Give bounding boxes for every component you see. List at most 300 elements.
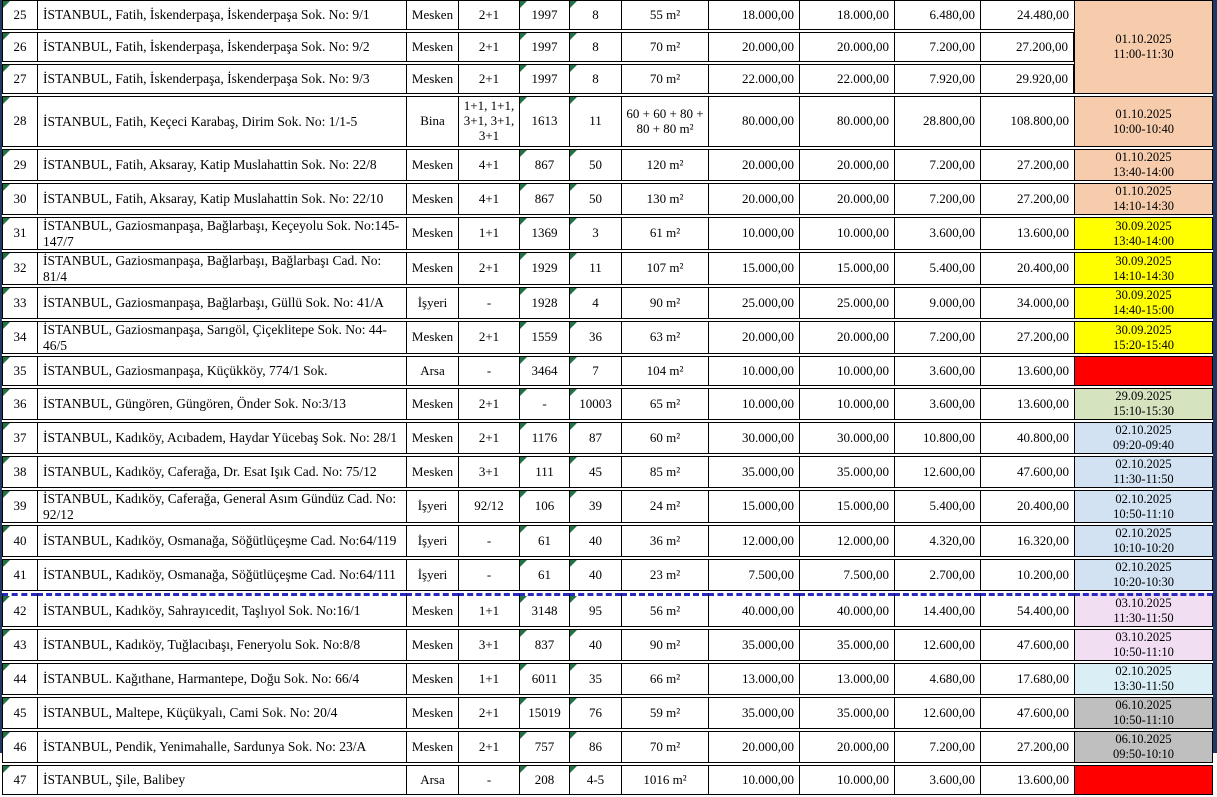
property-type-cell[interactable] xyxy=(406,356,458,386)
address-cell[interactable] xyxy=(37,490,406,523)
area-cell[interactable] xyxy=(621,697,708,729)
price2-cell[interactable] xyxy=(799,32,894,62)
address-cell[interactable] xyxy=(37,559,406,591)
rooms-cell[interactable] xyxy=(458,422,519,454)
row-number-cell[interactable] xyxy=(2,731,37,763)
auction-date-cell[interactable] xyxy=(1074,0,1213,94)
price4-cell[interactable] xyxy=(980,629,1074,661)
num2-value: 39 xyxy=(589,498,602,514)
price4-cell[interactable] xyxy=(980,697,1074,729)
property-type-cell[interactable] xyxy=(406,32,458,62)
price3-cell[interactable] xyxy=(894,356,980,386)
area-cell[interactable] xyxy=(621,252,708,285)
property-type-cell[interactable] xyxy=(406,559,458,591)
price4-cell[interactable] xyxy=(980,96,1074,147)
price3-cell[interactable] xyxy=(894,697,980,729)
rooms-cell[interactable] xyxy=(458,0,519,30)
num1-cell[interactable] xyxy=(519,593,569,627)
price4-cell[interactable] xyxy=(980,490,1074,523)
row-number-cell[interactable] xyxy=(2,149,37,181)
price1-cell[interactable] xyxy=(708,0,799,30)
num2-cell[interactable] xyxy=(569,149,621,181)
auction-date-cell[interactable] xyxy=(1074,422,1213,454)
price3-cell[interactable] xyxy=(894,64,980,94)
rooms-cell[interactable] xyxy=(458,32,519,62)
price2-cell[interactable] xyxy=(799,765,894,795)
rooms-value: 2+1 xyxy=(478,738,500,754)
num1-cell[interactable] xyxy=(519,149,569,181)
price1-value: 20.000,00 xyxy=(742,38,794,54)
row-number-cell[interactable] xyxy=(2,183,37,215)
num2-cell[interactable] xyxy=(569,287,621,319)
area-cell[interactable] xyxy=(621,96,708,147)
address-cell[interactable] xyxy=(37,422,406,454)
row-number-cell[interactable] xyxy=(2,490,37,523)
price1-cell[interactable] xyxy=(708,287,799,319)
price1-cell[interactable] xyxy=(708,149,799,181)
address-cell[interactable] xyxy=(37,456,406,488)
area-cell[interactable] xyxy=(621,765,708,795)
property-type: İşyeri xyxy=(417,532,448,548)
price1-cell[interactable] xyxy=(708,252,799,285)
price1-cell[interactable] xyxy=(708,388,799,420)
rooms-cell[interactable] xyxy=(458,64,519,94)
price3-cell[interactable] xyxy=(894,525,980,557)
rooms-cell[interactable] xyxy=(458,217,519,250)
price1-cell[interactable] xyxy=(708,422,799,454)
property-type-cell[interactable] xyxy=(406,629,458,661)
property-type-cell[interactable] xyxy=(406,388,458,420)
row-number-cell[interactable] xyxy=(2,96,37,147)
rooms-cell[interactable] xyxy=(458,765,519,795)
num2-cell[interactable] xyxy=(569,0,621,30)
price4-cell[interactable] xyxy=(980,422,1074,454)
rooms-value: 1+1 xyxy=(478,670,500,686)
price3-cell[interactable] xyxy=(894,456,980,488)
num2-cell[interactable] xyxy=(569,593,621,627)
price1-cell[interactable] xyxy=(708,663,799,695)
address-cell[interactable] xyxy=(37,0,406,30)
rooms-cell[interactable] xyxy=(458,96,519,147)
num1-cell[interactable] xyxy=(519,765,569,795)
auction-date: 01.10.2025 xyxy=(1115,184,1172,198)
price1-value: 13.000,00 xyxy=(742,670,794,686)
rooms-cell[interactable] xyxy=(458,731,519,763)
num1-cell[interactable] xyxy=(519,663,569,695)
address-cell[interactable] xyxy=(37,525,406,557)
rooms-cell[interactable] xyxy=(458,388,519,420)
auction-date-cell[interactable] xyxy=(1074,321,1213,354)
price3-cell[interactable] xyxy=(894,490,980,523)
table-row xyxy=(2,217,1213,250)
price2-cell[interactable] xyxy=(799,559,894,591)
rooms-cell[interactable] xyxy=(458,183,519,215)
price2-value: 20.000,00 xyxy=(837,738,889,754)
price1-cell[interactable] xyxy=(708,217,799,250)
price3-cell[interactable] xyxy=(894,217,980,250)
price2-cell[interactable] xyxy=(799,149,894,181)
num2-cell[interactable] xyxy=(569,252,621,285)
area-cell[interactable] xyxy=(621,321,708,354)
address-cell[interactable] xyxy=(37,183,406,215)
area-cell[interactable] xyxy=(621,287,708,319)
auction-date-cell[interactable] xyxy=(1074,287,1213,319)
price2-cell[interactable] xyxy=(799,96,894,147)
row-number-cell[interactable] xyxy=(2,559,37,591)
price1-cell[interactable] xyxy=(708,629,799,661)
num2-cell[interactable] xyxy=(569,321,621,354)
price4-cell[interactable] xyxy=(980,456,1074,488)
price4-cell[interactable] xyxy=(980,149,1074,181)
auction-date-cell[interactable] xyxy=(1074,356,1213,386)
num2-cell[interactable] xyxy=(569,490,621,523)
area-value: 70 m² xyxy=(649,70,681,86)
price2-cell[interactable] xyxy=(799,422,894,454)
auction-date-cell[interactable] xyxy=(1074,697,1213,729)
rooms-cell[interactable] xyxy=(458,321,519,354)
price2-cell[interactable] xyxy=(799,490,894,523)
property-type-cell[interactable] xyxy=(406,217,458,250)
auction-date-cell[interactable] xyxy=(1074,388,1213,420)
property-type-cell[interactable] xyxy=(406,422,458,454)
price2-cell[interactable] xyxy=(799,663,894,695)
area-value: 60 m² xyxy=(649,429,681,445)
address-cell[interactable] xyxy=(37,321,406,354)
row-number-cell[interactable] xyxy=(2,525,37,557)
address-text: İSTANBUL, Fatih, İskenderpaşa, İskenderpaşa Sok. No: 9/1 xyxy=(43,7,370,23)
property-type-cell[interactable] xyxy=(406,183,458,215)
num1-cell[interactable] xyxy=(519,321,569,354)
row-number-cell[interactable] xyxy=(2,64,37,94)
property-type-cell[interactable] xyxy=(406,0,458,30)
rooms-cell[interactable] xyxy=(458,697,519,729)
rooms-cell[interactable] xyxy=(458,356,519,386)
rooms-value: - xyxy=(486,771,492,787)
price3-cell[interactable] xyxy=(894,32,980,62)
property-type-cell[interactable] xyxy=(406,96,458,147)
price1-cell[interactable] xyxy=(708,356,799,386)
auction-date-cell[interactable] xyxy=(1074,183,1213,215)
num2-cell[interactable] xyxy=(569,629,621,661)
auction-date-cell[interactable] xyxy=(1074,629,1213,661)
property-type-cell[interactable] xyxy=(406,697,458,729)
price1-cell[interactable] xyxy=(708,765,799,795)
price3-cell[interactable] xyxy=(894,183,980,215)
address-cell[interactable] xyxy=(37,287,406,319)
address-cell[interactable] xyxy=(37,32,406,62)
num1-cell[interactable] xyxy=(519,422,569,454)
price2-cell[interactable] xyxy=(799,321,894,354)
price2-cell[interactable] xyxy=(799,287,894,319)
price1-cell[interactable] xyxy=(708,525,799,557)
price4-cell[interactable] xyxy=(980,663,1074,695)
price2-cell[interactable] xyxy=(799,697,894,729)
price4-value: 29.920,00 xyxy=(1016,70,1068,86)
num1-cell[interactable] xyxy=(519,356,569,386)
area-value: 36 m² xyxy=(649,532,681,548)
price4-cell[interactable] xyxy=(980,593,1074,627)
num2-cell[interactable] xyxy=(569,356,621,386)
price2-value: 12.000,00 xyxy=(837,532,889,548)
price2-cell[interactable] xyxy=(799,0,894,30)
num1-cell[interactable] xyxy=(519,490,569,523)
address-cell[interactable] xyxy=(37,663,406,695)
auction-date-cell[interactable] xyxy=(1074,731,1213,763)
num2-cell[interactable] xyxy=(569,456,621,488)
price4-cell[interactable] xyxy=(980,356,1074,386)
price1-cell[interactable] xyxy=(708,321,799,354)
num2-cell[interactable] xyxy=(569,663,621,695)
rooms-value: 2+1 xyxy=(478,260,500,276)
price2-cell[interactable] xyxy=(799,731,894,763)
price1-value: 35.000,00 xyxy=(742,636,794,652)
property-type-cell[interactable] xyxy=(406,287,458,319)
area-cell[interactable] xyxy=(621,0,708,30)
price4-cell[interactable] xyxy=(980,321,1074,354)
area-cell[interactable] xyxy=(621,663,708,695)
num2-cell[interactable] xyxy=(569,697,621,729)
rooms-cell[interactable] xyxy=(458,629,519,661)
price3-cell[interactable] xyxy=(894,422,980,454)
address-text: İSTANBUL, Kadıköy, Tuğlacıbaşı, Feneryolu Sok. No:8/8 xyxy=(43,637,361,653)
property-type-cell[interactable] xyxy=(406,525,458,557)
num1-cell[interactable] xyxy=(519,96,569,147)
price3-cell[interactable] xyxy=(894,0,980,30)
price4-cell[interactable] xyxy=(980,183,1074,215)
num2-value: 11 xyxy=(589,260,602,276)
num2-cell[interactable] xyxy=(569,765,621,795)
row-number-cell[interactable] xyxy=(2,629,37,661)
auction-date-cell[interactable] xyxy=(1074,525,1213,557)
rooms-cell[interactable] xyxy=(458,456,519,488)
price3-cell[interactable] xyxy=(894,96,980,147)
price2-cell[interactable] xyxy=(799,525,894,557)
num1-cell[interactable] xyxy=(519,0,569,30)
row-number: 47 xyxy=(13,771,27,787)
auction-date-cell[interactable] xyxy=(1074,663,1213,695)
num2-cell[interactable] xyxy=(569,559,621,591)
num1-cell[interactable] xyxy=(519,32,569,62)
price2-cell[interactable] xyxy=(799,356,894,386)
auction-date-cell[interactable] xyxy=(1074,765,1213,795)
area-cell[interactable] xyxy=(621,64,708,94)
num1-cell[interactable] xyxy=(519,217,569,250)
property-type-cell[interactable] xyxy=(406,456,458,488)
auction-date-cell[interactable] xyxy=(1074,217,1213,250)
price1-cell[interactable] xyxy=(708,559,799,591)
num2-cell[interactable] xyxy=(569,96,621,147)
price2-cell[interactable] xyxy=(799,183,894,215)
num1-cell[interactable] xyxy=(519,388,569,420)
rooms-cell[interactable] xyxy=(458,287,519,319)
rooms-cell[interactable] xyxy=(458,490,519,523)
area-cell[interactable] xyxy=(621,149,708,181)
price4-cell[interactable] xyxy=(980,217,1074,250)
price1-cell[interactable] xyxy=(708,183,799,215)
price2-cell[interactable] xyxy=(799,64,894,94)
rooms-cell[interactable] xyxy=(458,252,519,285)
auction-date-cell[interactable] xyxy=(1074,149,1213,181)
price2-cell[interactable] xyxy=(799,252,894,285)
price4-cell[interactable] xyxy=(980,64,1074,94)
num1-cell[interactable] xyxy=(519,697,569,729)
num2-cell[interactable] xyxy=(569,183,621,215)
price2-cell[interactable] xyxy=(799,629,894,661)
price3-cell[interactable] xyxy=(894,149,980,181)
price2-cell[interactable] xyxy=(799,217,894,250)
price3-cell[interactable] xyxy=(894,663,980,695)
property-type-cell[interactable] xyxy=(406,663,458,695)
price3-cell[interactable] xyxy=(894,287,980,319)
row-number-cell[interactable] xyxy=(2,356,37,386)
auction-time: 13:30-11:50 xyxy=(1113,679,1174,694)
address-cell[interactable] xyxy=(37,64,406,94)
property-type-cell[interactable] xyxy=(406,321,458,354)
row-number-cell[interactable] xyxy=(2,287,37,319)
price1-cell[interactable] xyxy=(708,731,799,763)
price4-cell[interactable] xyxy=(980,731,1074,763)
rooms-cell[interactable] xyxy=(458,149,519,181)
price4-cell[interactable] xyxy=(980,559,1074,591)
price4-cell[interactable] xyxy=(980,388,1074,420)
area-cell[interactable] xyxy=(621,183,708,215)
auction-date-cell[interactable] xyxy=(1074,593,1213,627)
price2-cell[interactable] xyxy=(799,593,894,627)
num2-cell[interactable] xyxy=(569,217,621,250)
price4-cell[interactable] xyxy=(980,525,1074,557)
property-type-cell[interactable] xyxy=(406,64,458,94)
property-type-cell[interactable] xyxy=(406,765,458,795)
area-cell[interactable] xyxy=(621,593,708,627)
num1-cell[interactable] xyxy=(519,629,569,661)
price3-cell[interactable] xyxy=(894,321,980,354)
auction-date-cell[interactable] xyxy=(1074,252,1213,285)
property-type-cell[interactable] xyxy=(406,593,458,627)
num2-cell[interactable] xyxy=(569,525,621,557)
property-type-cell[interactable] xyxy=(406,252,458,285)
price1-cell[interactable] xyxy=(708,697,799,729)
price3-cell[interactable] xyxy=(894,388,980,420)
rooms-cell[interactable] xyxy=(458,525,519,557)
address-cell[interactable] xyxy=(37,252,406,285)
area-cell[interactable] xyxy=(621,629,708,661)
row-number-cell[interactable] xyxy=(2,765,37,795)
price1-cell[interactable] xyxy=(708,456,799,488)
address-cell[interactable] xyxy=(37,765,406,795)
num2-cell[interactable] xyxy=(569,32,621,62)
price4-cell[interactable] xyxy=(980,32,1074,62)
num1-cell[interactable] xyxy=(519,287,569,319)
address-cell[interactable] xyxy=(37,697,406,729)
price3-cell[interactable] xyxy=(894,559,980,591)
address-cell[interactable] xyxy=(37,629,406,661)
rooms-cell[interactable] xyxy=(458,663,519,695)
area-cell[interactable] xyxy=(621,731,708,763)
num1-cell[interactable] xyxy=(519,731,569,763)
price4-cell[interactable] xyxy=(980,765,1074,795)
price2-cell[interactable] xyxy=(799,456,894,488)
price3-cell[interactable] xyxy=(894,765,980,795)
row-number-cell[interactable] xyxy=(2,593,37,627)
area-value: 55 m² xyxy=(649,6,681,22)
auction-date-cell[interactable] xyxy=(1074,559,1213,591)
row-number-cell[interactable] xyxy=(2,321,37,354)
rooms-cell[interactable] xyxy=(458,559,519,591)
address-cell[interactable] xyxy=(37,388,406,420)
price3-cell[interactable] xyxy=(894,593,980,627)
auction-time: 14:40-15:00 xyxy=(1112,303,1175,318)
row-number-cell[interactable] xyxy=(2,388,37,420)
area-cell[interactable] xyxy=(621,32,708,62)
row-number-cell[interactable] xyxy=(2,663,37,695)
price1-cell[interactable] xyxy=(708,593,799,627)
area-cell[interactable] xyxy=(621,356,708,386)
num1-cell[interactable] xyxy=(519,252,569,285)
area-cell[interactable] xyxy=(621,490,708,523)
num1-cell[interactable] xyxy=(519,64,569,94)
auction-date-cell[interactable] xyxy=(1074,490,1213,523)
price4-cell[interactable] xyxy=(980,0,1074,30)
row-number-cell[interactable] xyxy=(2,0,37,30)
price1-cell[interactable] xyxy=(708,64,799,94)
price1-cell[interactable] xyxy=(708,32,799,62)
address-cell[interactable] xyxy=(37,731,406,763)
price4-cell[interactable] xyxy=(980,287,1074,319)
price3-cell[interactable] xyxy=(894,629,980,661)
area-cell[interactable] xyxy=(621,422,708,454)
price1-cell[interactable] xyxy=(708,490,799,523)
price2-cell[interactable] xyxy=(799,388,894,420)
address-cell[interactable] xyxy=(37,217,406,250)
area-cell[interactable] xyxy=(621,525,708,557)
num2-cell[interactable] xyxy=(569,422,621,454)
area-value: 24 m² xyxy=(649,498,681,514)
address-cell[interactable] xyxy=(37,356,406,386)
auction-date-cell[interactable] xyxy=(1074,96,1213,147)
price1-cell[interactable] xyxy=(708,96,799,147)
address-cell[interactable] xyxy=(37,96,406,147)
auction-time: 11:00-11:30 xyxy=(1113,47,1174,61)
area-cell[interactable] xyxy=(621,559,708,591)
property-type-cell[interactable] xyxy=(406,490,458,523)
auction-date-cell[interactable] xyxy=(1074,456,1213,488)
area-cell[interactable] xyxy=(621,456,708,488)
row-number-cell[interactable] xyxy=(2,422,37,454)
price4-cell[interactable] xyxy=(980,252,1074,285)
row-number-cell[interactable] xyxy=(2,697,37,729)
row-number-cell[interactable] xyxy=(2,456,37,488)
price3-cell[interactable] xyxy=(894,252,980,285)
area-cell[interactable] xyxy=(621,388,708,420)
row-number-cell[interactable] xyxy=(2,252,37,285)
num1-cell[interactable] xyxy=(519,456,569,488)
num2-cell[interactable] xyxy=(569,731,621,763)
price3-cell[interactable] xyxy=(894,731,980,763)
area-cell[interactable] xyxy=(621,217,708,250)
property-type-cell[interactable] xyxy=(406,731,458,763)
num2-cell[interactable] xyxy=(569,64,621,94)
row-number-cell[interactable] xyxy=(2,217,37,250)
rooms-cell[interactable] xyxy=(458,593,519,627)
row-number-cell[interactable] xyxy=(2,32,37,62)
address-cell[interactable] xyxy=(37,593,406,627)
num1-cell[interactable] xyxy=(519,183,569,215)
address-cell[interactable] xyxy=(37,149,406,181)
num2-cell[interactable] xyxy=(569,388,621,420)
num1-cell[interactable] xyxy=(519,525,569,557)
property-type-cell[interactable] xyxy=(406,149,458,181)
num1-cell[interactable] xyxy=(519,559,569,591)
